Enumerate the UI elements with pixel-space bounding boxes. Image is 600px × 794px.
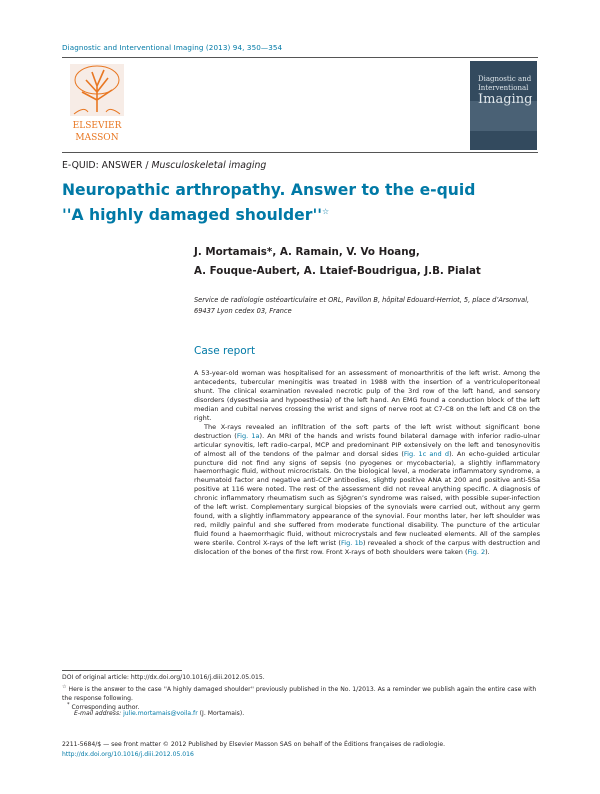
cover-title-line3: Imaging	[478, 92, 533, 107]
cover-title-line1: Diagnostic and	[478, 75, 532, 83]
body-text	[194, 369, 540, 557]
figure-link-1a[interactable]: Fig. 1a	[236, 431, 260, 440]
corr-star: *	[67, 702, 70, 708]
cover-title	[478, 75, 532, 107]
para2-text-d: ) revealed a shock of the carpus with destruction and dislocation of the bones of the first row. Front X-rays of both shoulders were taken (	[194, 539, 541, 557]
footnote-email	[74, 710, 552, 719]
affiliation: Service de radiologie ostéoarticulaire et ORL, Pavillon B, hôpital Edouard-Herriot, 5, place d’Arsonval, 69437 Lyon cedex 03, France	[194, 296, 530, 315]
doi-label: DOI of original article:	[62, 674, 131, 681]
cover-title-line2: Interventional	[478, 84, 529, 92]
section-label	[62, 160, 266, 171]
authors-line2: A. Fouque-Aubert, A. Ltaief-Boudrigua, J.B. Pialat	[194, 265, 481, 277]
svg-text:ELSEVIER: ELSEVIER	[72, 121, 122, 131]
corr-label: Corresponding author.	[69, 704, 140, 712]
paragraph-1: A 53-year-old woman was hospitalised for an assessment of monoarthritis of the left wrist. Among the antecedents, tubercular meningitis was treated in 1988 with the insertion of a ventriculoperitoneal shunt. The clinical examination revealed necrotic pulp of the 3rd row of the left hand, and sensory disorders (dysesthesia and hypoesthesia) of the left hand. An EMG found a conduction block of the left median and cubital nerves crossing the wrist and signs of nerve root at C7-C8 on the left and C8 on the right.	[194, 369, 540, 422]
doi-end: .	[262, 674, 265, 681]
paragraph-2	[194, 423, 540, 557]
para2-text-a: The X-rays revealed an infiltration of the soft parts of the left wrist without significant bone destruction (	[194, 422, 540, 440]
footnote-rule	[62, 670, 182, 671]
section-rule	[62, 152, 538, 153]
figure-link-1cd[interactable]: Fig. 1c and d	[403, 449, 450, 458]
section-heading: Case report	[194, 345, 256, 357]
footnote-doi	[62, 674, 540, 683]
copyright-line: 2211-5684/$ — see front matter © 2012 Published by Elsevier Masson SAS on behalf of the Éditions françaises de radiologie.	[62, 741, 446, 748]
svg-text:MASSON: MASSON	[75, 133, 119, 143]
title-footnote-star[interactable]: ☆	[322, 207, 330, 216]
email-name: (J. Mortamais).	[197, 710, 245, 717]
article-doi-link[interactable]: http://dx.doi.org/10.1016/j.diii.2012.05.016	[62, 751, 194, 758]
elsevier-logo	[64, 62, 130, 146]
footnote-star: ☆	[62, 684, 67, 690]
email-label: E-mail address:	[74, 710, 124, 717]
para2-text-c: ). An echo-guided articular puncture did not find any signs of sepsis (no pyogenes or mycobacteria), a slightly inflammatory haemorrhagic fluid, without microcristals. On the biological level, a moderate inflammatory syndrome, a rheumatoid factor and negative anti-CCP antibodies, slightly positive ANA at 200 and positive anti-SSa positive at 116 were noted. The rest of the assessment did not reveal anything specific. A diagnosis of chronic inflammatory rheumatism such as Sjögren’s syndrome was raised, with possible super-infection of the left wrist. Complementary surgical biopsies of the synovials were carried out, without any germ found, with a slightly inflammatory appearance of the synovial. Four months later, her left shoulder was red, mildly painful and she suffered from moderate functional disability. The puncture of the articular fluid found a haemorrhagic fluid, without microcrystals and few nucleated elements. All of the samples were sterile. Control X-rays of the left wrist (	[194, 449, 540, 548]
email-link[interactable]: julie.mortamais@voila.fr	[123, 710, 198, 717]
title-line1: Neuropathic arthropathy. Answer to the e-quid	[62, 181, 476, 199]
tree-icon	[64, 62, 130, 146]
page-bottom	[62, 740, 542, 760]
title-line2	[62, 201, 532, 226]
answer-note: Here is the answer to the case ''A highly damaged shoulder'' previously published in the No. 1/2013. As a reminder we publish again the entire case with the response following.	[62, 686, 537, 702]
figure-link-1b[interactable]: Fig. 1b	[340, 539, 363, 548]
authors-line1: J. Mortamais*, A. Ramain, V. Vo Hoang,	[194, 246, 420, 258]
para2-text-b: ). An MRI of the hands and wrists found bilateral damage with inferior radio-ulnar articular synovitis, left radio-carpal, MCP and predominant PIP extensively on the left and tenosynovitis of almost all of the tendons of the palmar and dorsal sides (	[194, 431, 541, 458]
journal-cover[interactable]	[470, 61, 537, 150]
section-label-main: E-QUID: ANSWER /	[62, 160, 152, 171]
title-line2-text: ''A highly damaged shoulder''	[62, 206, 322, 225]
figure-link-2[interactable]: Fig. 2	[467, 548, 486, 557]
original-doi-link[interactable]: http://dx.doi.org/10.1016/j.diii.2012.05.015	[130, 674, 263, 681]
para2-text-e: ).	[485, 548, 490, 557]
article-title	[62, 180, 532, 226]
header-rule	[62, 57, 538, 58]
section-label-topic: Musculoskeletal imaging	[151, 160, 267, 171]
journal-citation[interactable]: Diagnostic and Interventional Imaging (2013) 94, 350—354	[62, 43, 283, 52]
author-list	[194, 243, 554, 281]
